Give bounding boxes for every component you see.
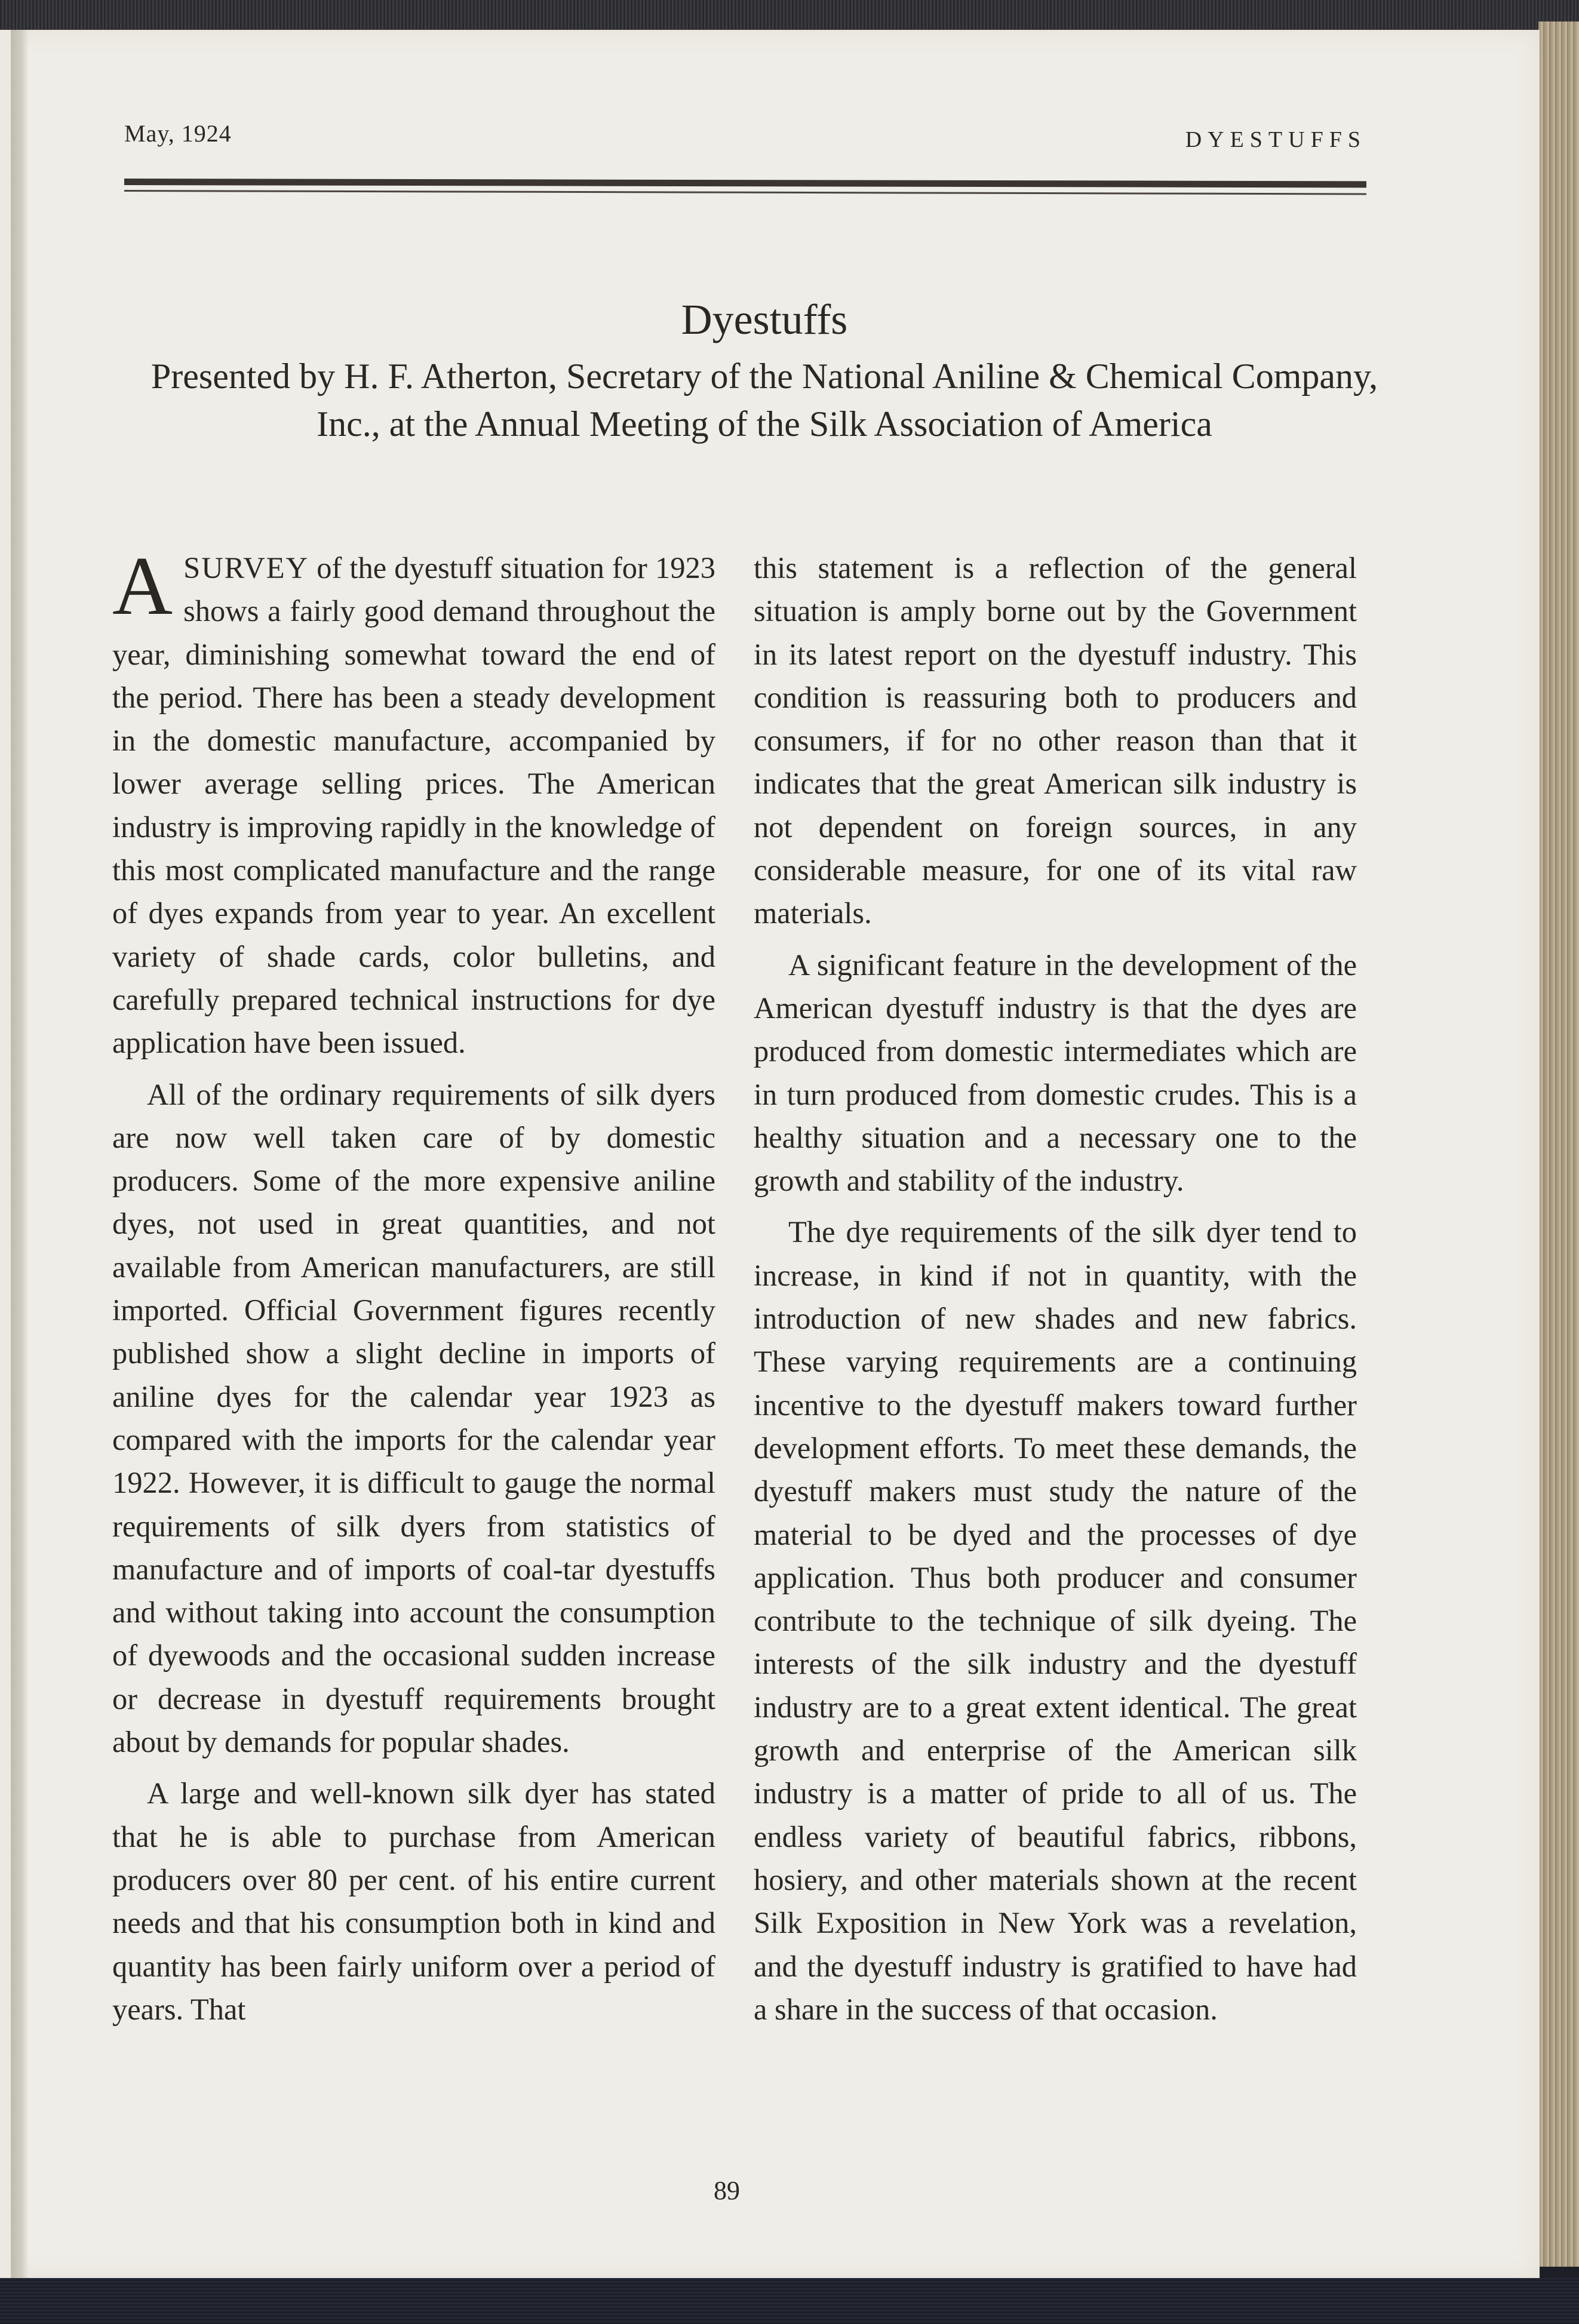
right-column [754, 546, 1357, 2039]
drop-cap: A [112, 540, 173, 632]
gutter-shadow [11, 30, 29, 2278]
paragraph-text: of the dyestuff situation for 1923 shows a fairly good demand throughout the year, diminishing somewhat toward the end of the period. There has been a steady development in the domestic manufacture, accompanied by lower average selling prices. The American industry is improving rapidly in the knowledge of this most complicated manufacture and the range of dyes expands from year to year. An excellent variety of shade cards, color bulletins, and carefully prepared technical instructions for dye application have been issued. [112, 551, 715, 1060]
page-number: 89 [714, 2176, 740, 2205]
left-column [112, 540, 715, 2039]
article-title: Dyestuffs [681, 296, 848, 343]
book-cover-cloth-bottom [0, 2278, 1579, 2324]
paragraph [112, 540, 715, 1065]
paragraph-continued: this statement is a reflection of the general situation is amply borne out by the Government in its latest report on the dyestuff industry. This condition is reassuring both to producers and consumers, if for no other reason than that it indicates that the great American silk industry is not dependent on foreign sources, in any considerable measure, for one of its vital raw materials. [754, 551, 1357, 930]
book-cover-cloth-top [0, 0, 1579, 31]
paragraph: A large and well-known silk dyer has stated that he is able to purchase from American producers over 80 per cent. of his entire current needs and that his consumption both in kind and quantity has been fairly uniform over a period of years. That [112, 1776, 715, 2026]
paragraph: A significant feature in the development of the American dyestuff industry is that the dyes are produced from domestic intermediates which are in turn produced from domestic crudes. This is a healthy situation and a necessary one to the growth and stability of the industry. [754, 948, 1357, 1198]
running-title: DYESTUFFS [1185, 127, 1366, 152]
page-fore-edge [1538, 21, 1579, 2267]
gutter-strip [0, 30, 11, 2278]
issue-date: May, 1924 [124, 120, 232, 147]
paragraph: All of the ordinary requirements of silk dyers are now well taken care of by domestic producers. Some of the more expensive aniline dyes, not used in great quantities, and not available from American manufacturers, are still imported. Official Government figures recently published show a slight decline in imports of aniline dyes for the calendar year 1923 as compared with the imports for the calendar year 1922. However, it is difficult to gauge the normal requirements of silk dyers from statistics of manufacture and of imports of coal-tar dyestuffs and without taking into account the consumption of dyewoods and the occasional sudden increase or decrease in dyestuff requirements brought about by demands for popular shades. [112, 1077, 715, 1759]
running-head [124, 113, 1371, 152]
article-heading [107, 293, 1421, 448]
article-byline: Presented by H. F. Atherton, Secretary of the National Aniline & Chemical Company, Inc., at the Annual Meeting of the Silk Association of America [150, 356, 1378, 444]
paragraph: The dye requirements of the silk dyer tend to increase, in kind if not in quantity, with the introduction of new shades and new fabrics. These varying requirements are a continuing incentive to the dyestuff makers toward further development efforts. To meet these demands, the dyestuff makers must study the nature of the material to be dyed and the processes of dye application. Thus both producer and consumer contribute to the technique of silk dyeing. The interests of the silk industry and the dyestuff industry are to a great extent identical. The great growth and enterprise of the American silk industry is a matter of pride to all of us. The endless variety of beautiful fabrics, ribbons, hosiery, and other materials shown at the recent Silk Exposition in New York was a revelation, and the dyestuff industry is gratified to have had a share in the success of that occasion. [754, 1215, 1357, 2026]
lead-smallcaps: SURVEY [183, 551, 309, 585]
